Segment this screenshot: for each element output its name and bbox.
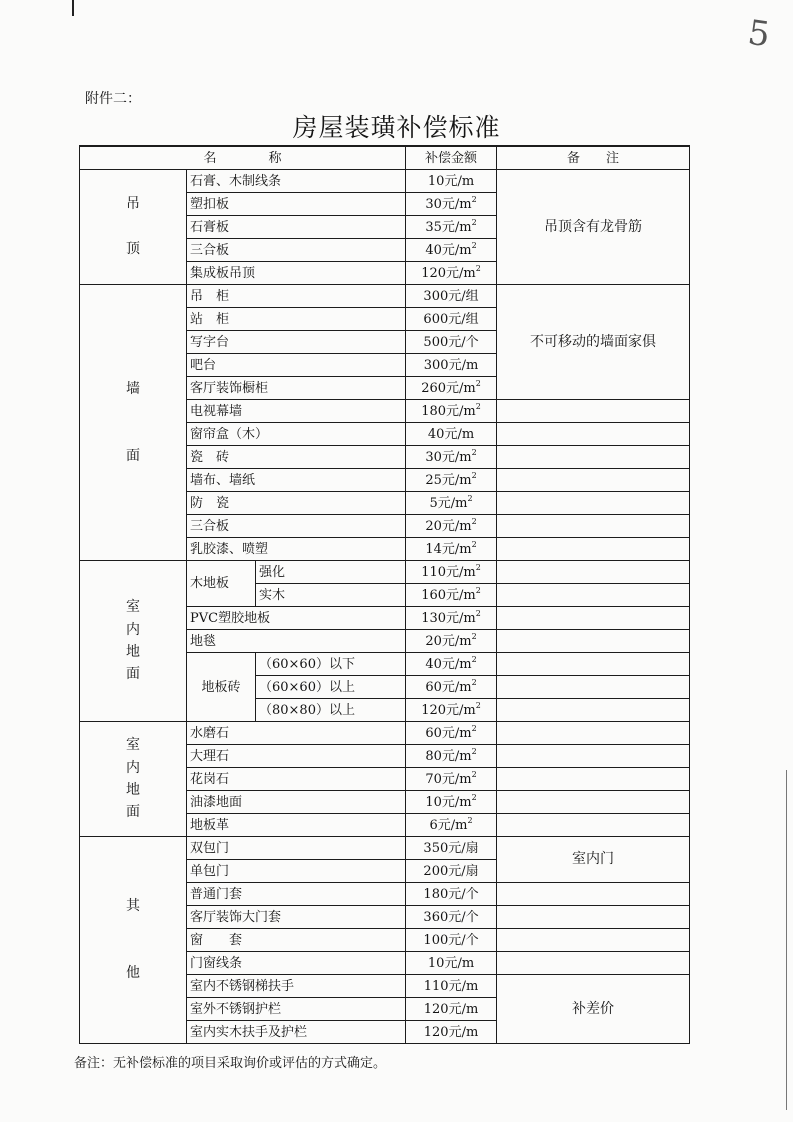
item-name: 写字台: [187, 331, 406, 354]
item-name: （80×80）以上: [256, 699, 406, 722]
remark-cell: 室内门: [497, 837, 690, 883]
remark-empty: [497, 515, 690, 538]
item-name: 强化: [256, 561, 406, 584]
item-name: 室外不锈钢护栏: [187, 998, 406, 1021]
amount-cell: 350元/扇: [406, 837, 497, 860]
remark-empty: [497, 584, 690, 607]
amount-cell: 10元$/m^2$: [406, 791, 497, 814]
item-name: 吊 柜: [187, 285, 406, 308]
amount-cell: 5元$/m^2$: [406, 492, 497, 515]
remark-empty: [497, 929, 690, 952]
remark-empty: [497, 607, 690, 630]
item-name: 石膏板: [187, 216, 406, 239]
item-name: 窗帘盒（木）: [187, 423, 406, 446]
amount-cell: 110元/m: [406, 975, 497, 998]
remark-empty: [497, 814, 690, 837]
amount-cell: 60元$/m^2$: [406, 722, 497, 745]
table-row: [80, 722, 690, 745]
amount-cell: 6元$/m^2$: [406, 814, 497, 837]
amount-cell: 110元$/m^2$: [406, 561, 497, 584]
amount-cell: 30元$/m^2$: [406, 193, 497, 216]
item-name: 客厅装饰大门套: [187, 906, 406, 929]
amount-cell: 10元/m: [406, 952, 497, 975]
remark-empty: [497, 446, 690, 469]
amount-cell: 120元/m: [406, 1021, 497, 1044]
item-name: 集成板吊顶: [187, 262, 406, 285]
scan-edge-line: [72, 0, 74, 16]
amount-cell: 30元$/m^2$: [406, 446, 497, 469]
item-name: （60×60）以下: [256, 653, 406, 676]
remark-empty: [497, 561, 690, 584]
item-name: （60×60）以上: [256, 676, 406, 699]
amount-cell: 20元$/m^2$: [406, 515, 497, 538]
item-name: 瓷 砖: [187, 446, 406, 469]
appendix-label: 附件二：: [85, 91, 141, 107]
item-name: 双包门: [187, 837, 406, 860]
amount-cell: 130元$/m^2$: [406, 607, 497, 630]
amount-cell: 25元$/m^2$: [406, 469, 497, 492]
item-name: 吧台: [187, 354, 406, 377]
item-name: 乳胶漆、喷塑: [187, 538, 406, 561]
remark-empty: [497, 469, 690, 492]
item-name: 电视幕墙: [187, 400, 406, 423]
footnote: 备注：无补偿标准的项目采取询价或评估的方式确定。: [74, 1056, 387, 1071]
amount-cell: 14元$/m^2$: [406, 538, 497, 561]
remark-cell: 吊顶含有龙骨筋: [497, 170, 690, 285]
header-remark: 备 注: [497, 146, 690, 170]
item-name: 站 柜: [187, 308, 406, 331]
item-name: 大理石: [187, 745, 406, 768]
category-cell: 室 内 地 面: [80, 722, 187, 837]
amount-cell: 70元$/m^2$: [406, 768, 497, 791]
remark-empty: [497, 538, 690, 561]
table-row: [80, 285, 690, 308]
page-title: 房屋装璜补偿标准: [292, 113, 501, 142]
item-name: PVC塑胶地板: [187, 607, 406, 630]
amount-cell: 20元$/m^2$: [406, 630, 497, 653]
amount-cell: 600元/组: [406, 308, 497, 331]
table-header-row: [80, 146, 690, 170]
subgroup-label: 地板砖: [187, 653, 256, 722]
item-name: 油漆地面: [187, 791, 406, 814]
remark-empty: [497, 492, 690, 515]
remark-empty: [497, 722, 690, 745]
item-name: 石膏、木制线条: [187, 170, 406, 193]
remark-empty: [497, 906, 690, 929]
remark-cell: 补差价: [497, 975, 690, 1044]
page-number: 5: [745, 12, 773, 56]
amount-cell: 360元/个: [406, 906, 497, 929]
remark-empty: [497, 699, 690, 722]
item-name: 地板革: [187, 814, 406, 837]
amount-cell: 35元$/m^2$: [406, 216, 497, 239]
item-name: 水磨石: [187, 722, 406, 745]
item-name: 窗 套: [187, 929, 406, 952]
amount-cell: 40元$/m^2$: [406, 653, 497, 676]
amount-cell: 40元/m: [406, 423, 497, 446]
table-row: [80, 170, 690, 193]
remark-empty: [497, 423, 690, 446]
item-name: 实木: [256, 584, 406, 607]
amount-cell: 300元/m: [406, 354, 497, 377]
item-name: 地毯: [187, 630, 406, 653]
item-name: 塑扣板: [187, 193, 406, 216]
category-cell: 墙 面: [80, 285, 187, 561]
remark-empty: [497, 883, 690, 906]
remark-empty: [497, 745, 690, 768]
remark-empty: [497, 630, 690, 653]
amount-cell: 120元$/m^2$: [406, 699, 497, 722]
amount-cell: 300元/组: [406, 285, 497, 308]
amount-cell: 120元/m: [406, 998, 497, 1021]
item-name: 墙布、墙纸: [187, 469, 406, 492]
amount-cell: 180元$/m^2$: [406, 400, 497, 423]
table-row: [80, 561, 690, 584]
item-name: 客厅装饰橱柜: [187, 377, 406, 400]
header-name: 名 称: [80, 146, 406, 170]
remark-empty: [497, 791, 690, 814]
item-name: 三合板: [187, 515, 406, 538]
amount-cell: 500元/个: [406, 331, 497, 354]
amount-cell: 60元$/m^2$: [406, 676, 497, 699]
item-name: 室内不锈钢梯扶手: [187, 975, 406, 998]
table-row: [80, 837, 690, 860]
item-name: 防 瓷: [187, 492, 406, 515]
category-cell: 室 内 地 面: [80, 561, 187, 722]
remark-empty: [497, 653, 690, 676]
remark-empty: [497, 676, 690, 699]
remark-empty: [497, 400, 690, 423]
item-name: 室内实木扶手及护栏: [187, 1021, 406, 1044]
remark-cell: 不可移动的墙面家俱: [497, 285, 690, 400]
amount-cell: 40元$/m^2$: [406, 239, 497, 262]
item-name: 花岗石: [187, 768, 406, 791]
amount-cell: 180元/个: [406, 883, 497, 906]
header-amount: 补偿金额: [406, 146, 497, 170]
item-name: 三合板: [187, 239, 406, 262]
item-name: 单包门: [187, 860, 406, 883]
amount-cell: 200元/扇: [406, 860, 497, 883]
amount-cell: 100元/个: [406, 929, 497, 952]
compensation-table: [79, 145, 690, 1044]
scan-edge-line-right: [786, 770, 787, 1110]
remark-empty: [497, 952, 690, 975]
subgroup-label: 木地板: [187, 561, 256, 607]
amount-cell: 10元/m: [406, 170, 497, 193]
amount-cell: 160元$/m^2$: [406, 584, 497, 607]
amount-cell: 80元$/m^2$: [406, 745, 497, 768]
item-name: 普通门套: [187, 883, 406, 906]
category-cell: 吊 顶: [80, 170, 187, 285]
amount-cell: 120元$/m^2$: [406, 262, 497, 285]
remark-empty: [497, 768, 690, 791]
amount-cell: 260元$/m^2$: [406, 377, 497, 400]
item-name: 门窗线条: [187, 952, 406, 975]
category-cell: 其 他: [80, 837, 187, 1044]
